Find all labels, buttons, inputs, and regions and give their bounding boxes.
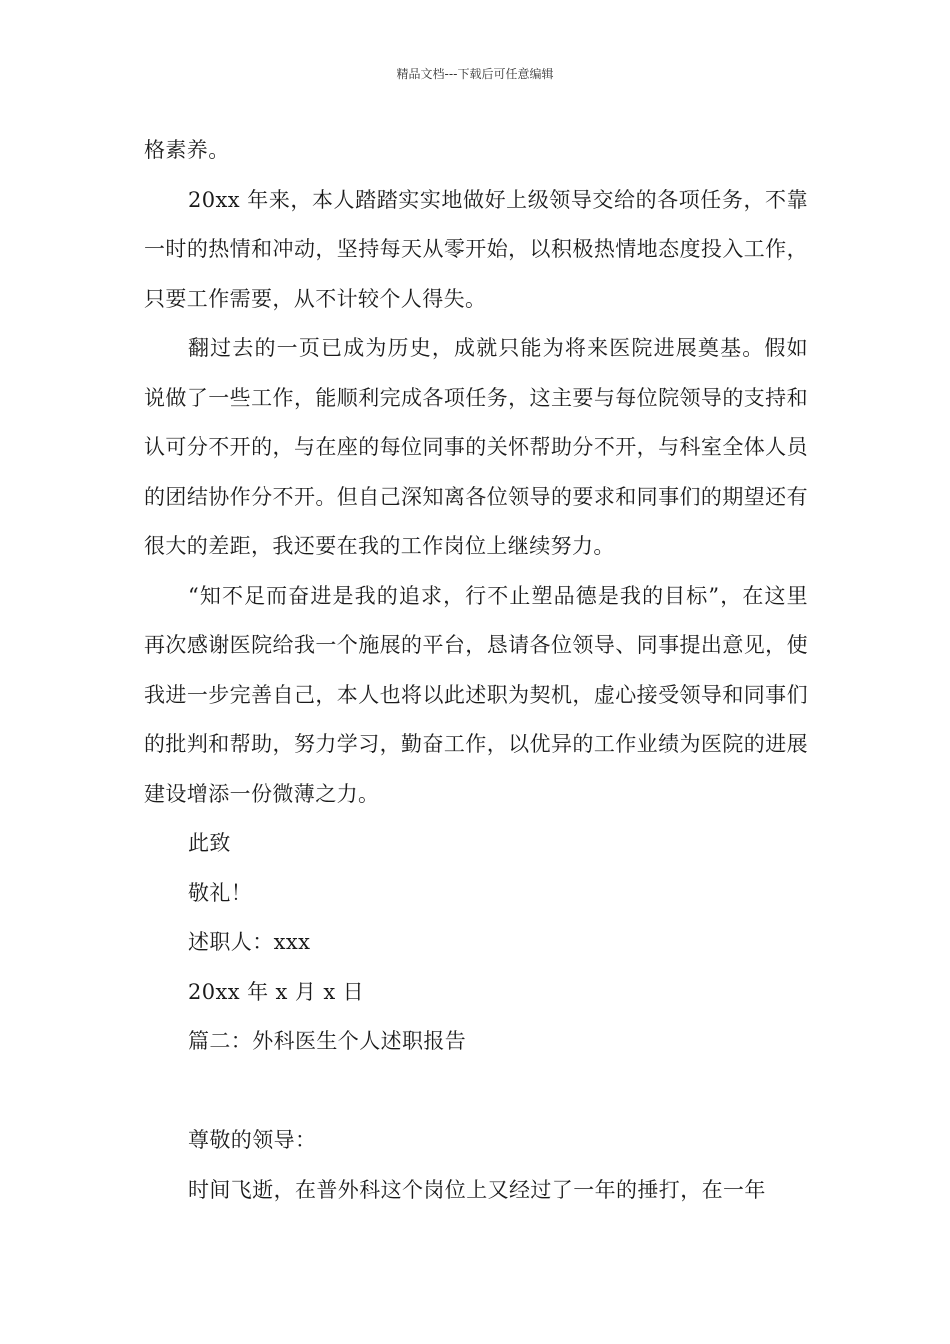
section-title: 篇二：外科医生个人述职报告 [188, 1029, 467, 1053]
paragraph-history: 翻过去的一页已成为历史，成就只能为将来医院进展奠基。假如说做了一些工作，能顺利完成各项任务，这主要与每位院领导的支持和认可分不开的，与在座的每位同事的关怀帮助分不开，与科室全体人员的团结协作分不开。但自己深知离各位领导的要求和同事们的期望还有很大的差距，我还要在我的工作岗位上继续努力。 [144, 336, 808, 558]
closing-salutation: 此致 [188, 831, 231, 855]
page-header: 精品文档---下载后可任意编辑 [396, 67, 554, 81]
blank-line [144, 1067, 808, 1117]
closing-regards: 敬礼！ [188, 880, 253, 905]
letter-greeting: 尊敬的领导： [188, 1128, 317, 1152]
paragraph-continuation: 格素养。 [144, 138, 230, 162]
letter-opening: 时间飞逝，在普外科这个岗位上又经过了一年的捶打，在一年 [188, 1177, 766, 1202]
paragraph-motto: “知不足而奋进是我的追求，行不止塑品德是我的目标”，在这里再次感谢医院给我一个施展的平台，恳请各位领导、同事提出意见，使我进一步完善自己，本人也将以此述职为契机，虚心接受领导和同事们的批判和帮助，努力学习，勤奋工作，以优异的工作业绩为医院的进展建设增添一份微薄之力。 [144, 583, 808, 806]
report-date: 20xx 年 x 月 x 日 [188, 979, 365, 1004]
reporter-signature: 述职人：xxx [188, 930, 311, 954]
document-body [144, 126, 808, 1215]
paragraph-work-attitude: 20xx 年来，本人踏踏实实地做好上级领导交给的各项任务，不靠一时的热情和冲动，坚持每天从零开始，以积极热情地态度投入工作，只要工作需要，从不计较个人得失。 [144, 187, 808, 311]
